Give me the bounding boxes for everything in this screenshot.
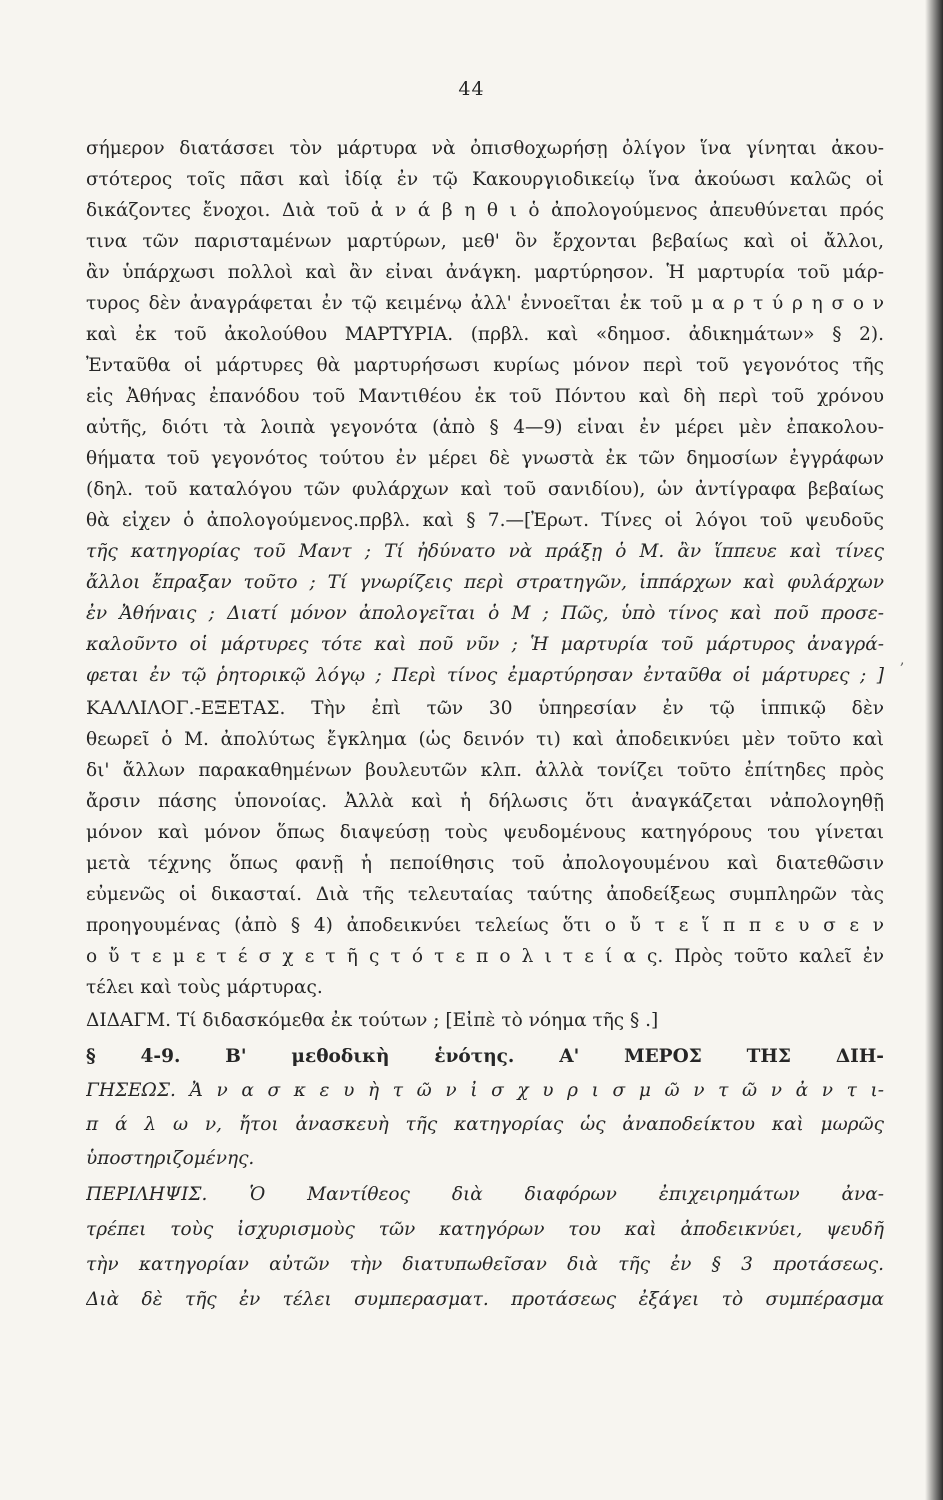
text-line: π ά λ ω ν, ἤτοι ἀνασκευὴ τῆς κατηγορίας ὡς ἀναποδείκτου καὶ μωρῶς [86, 1114, 884, 1135]
text-line: τέλει καὶ τοὺς μάρτυρας. [86, 977, 323, 998]
margin-mark: , [900, 652, 905, 668]
text-line: εἰς Ἀθήνας ἐπανόδου τοῦ Μαντιθέου ἐκ τοῦ Πόντου καὶ δὴ περὶ τοῦ χρόνου [86, 386, 884, 407]
question-line: καλοῦντο οἱ μάρτυρες τότε καὶ ποῦ νῦν ; Ἡ μαρτυρία τοῦ μάρτυρος ἀναγρά- [86, 634, 884, 655]
text-line: τυρος δὲν ἀναγράφεται ἐν τῷ κειμένῳ ἀλλ' ἐννοεῖται ἐκ τοῦ μ α ρ τ ύ ρ η σ ο ν [86, 293, 884, 314]
text-line: ἂν ὑπάρχωσι πολλοὶ καὶ ἂν εἶναι ἀνάγκη. μαρτύρησον. Ἡ μαρτυρία τοῦ μάρ- [86, 262, 884, 283]
text-line: (δηλ. τοῦ καταλόγου τῶν φυλάρχων καὶ τοῦ σανιδίου), ὧν ἀντίγραφα βεβαίως [86, 479, 884, 500]
text-line: δικάζοντες ἔνοχοι. Διὰ τοῦ ἀ ν ά β η θ ι ὁ ἀπολογούμενος ἀπευθύνεται πρός [86, 200, 884, 221]
text-line: ὑποστηριζομένης. [86, 1148, 255, 1169]
question-line: τῆς κατηγορίας τοῦ Μαντ ; Τί ἠδύνατο νὰ πράξῃ ὁ Μ. ἂν ἵππευε καὶ τίνες [86, 541, 884, 562]
text-line: Διὰ δὲ τῆς ἐν τέλει συμπερασματ. προτάσεως ἐξάγει τὸ συμπέρασμα [86, 1289, 884, 1310]
text-line: ἄρσιν πάσης ὑπονοίας. Ἀλλὰ καὶ ἡ δήλωσις ὅτι ἀναγκάζεται νἀπολογηθῇ [86, 791, 884, 812]
text-line: καὶ ἐκ τοῦ ἀκολούθου ΜΑΡΤΥΡΙΑ. (πρβλ. καὶ «δημοσ. ἀδικημάτων» § 2). [86, 324, 884, 345]
text-line: θήματα τοῦ γεγονότος τούτου ἐν μέρει δὲ γνωστὰ ἐκ τῶν δημοσίων ἐγγράφων [86, 448, 884, 469]
text-line: τρέπει τοὺς ἰσχυρισμοὺς τῶν κατηγόρων του καὶ ἀποδεικνύει, ψευδῆ [86, 1219, 884, 1240]
section-heading-didagm: ΔΙΔΑΓΜ. Τί διδασκόμεθα ἐκ τούτων ; [Εἰπὲ τὸ νόημα τῆς § .] [86, 1010, 659, 1031]
page-binding-edge [925, 0, 943, 1500]
text-line: σήμερον διατάσσει τὸν μάρτυρα νὰ ὀπισθοχωρήσῃ ὀλίγον ἵνα γίνηται ἀκου- [86, 138, 884, 159]
text-line: εὐμενῶς οἱ δικασταί. Διὰ τῆς τελευταίας ταύτης ἀποδείξεως συμπληρῶν τὰς [86, 884, 884, 905]
text-line: θεωρεῖ ὁ Μ. ἀπολύτως ἔγκλημα (ὡς δεινόν τι) καὶ ἀποδεικνύει μὲν τοῦτο καὶ [86, 729, 884, 750]
text-line: τινα τῶν παρισταμένων μαρτύρων, μεθ' ὃν ἔρχονται βεβαίως καὶ οἱ ἄλλοι, [86, 231, 884, 252]
text-line: μετὰ τέχνης ὅπως φανῇ ἡ πεποίθησις τοῦ ἀπολογουμένου καὶ διατεθῶσιν [86, 853, 884, 874]
text-line: δι' ἄλλων παρακαθημένων βουλευτῶν κλπ. ἀλλὰ τονίζει τοῦτο ἐπίτηδες πρὸς [86, 760, 884, 781]
text-line: αὐτῆς, διότι τὰ λοιπὰ γεγονότα (ἀπὸ § 4—9) εἶναι ἐν μέρει μὲν ἐπακολου- [86, 417, 884, 438]
question-line: ἄλλοι ἔπραξαν τοῦτο ; Τί γνωρίζεις περὶ στρατηγῶν, ἱππάρχων καὶ φυλάρχων [86, 572, 884, 593]
text-line: τὴν κατηγορίαν αὐτῶν τὴν διατυπωθεῖσαν διὰ τῆς ἐν § 3 προτάσεως. [86, 1254, 884, 1275]
text-line: ο ὔ τ ε μ ε τ έ σ χ ε τ ῆ ς τ ό τ ε π ο λ ι τ ε ί α ς. Πρὸς τοῦτο καλεῖ ἐν [86, 946, 884, 967]
page-number: 44 [458, 78, 485, 100]
text-line: μόνον καὶ μόνον ὅπως διαψεύσῃ τοὺς ψευδομένους κατηγόρους του γίνεται [86, 822, 884, 843]
text-line: προηγουμένας (ἀπὸ § 4) ἀποδεικνύει τελείως ὅτι ο ὔ τ ε ἵ π π ε υ σ ε ν [86, 915, 884, 936]
question-line: φεται ἐν τῷ ῥητορικῷ λόγῳ ; Περὶ τίνος ἐμαρτύρησαν ἐνταῦθα οἱ μάρτυρες ; ] [86, 665, 884, 686]
section-heading-paragraph: § 4-9. Β' μεθοδικὴ ἑνότης. Α' ΜΕΡΟΣ ΤΗΣ ΔΙΗ- [86, 1046, 884, 1067]
question-line: ἐν Ἀθήναις ; Διατί μόνον ἀπολογεῖται ὁ Μ ; Πῶς, ὑπὸ τίνος καὶ ποῦ προσε- [86, 603, 884, 624]
text-line: Ἐνταῦθα οἱ μάρτυρες θὰ μαρτυρήσωσι κυρίως μόνον περὶ τοῦ γεγονότος τῆς [86, 355, 884, 376]
text-line: θὰ εἶχεν ὁ ἀπολογούμενος.πρβλ. καὶ § 7.—[Ἐρωτ. Τίνες οἱ λόγοι τοῦ ψευδοῦς [86, 510, 884, 531]
section-heading-kalliлог: ΚΑΛΛΙΛΟΓ.-ΕΞΕΤΑΣ. Τὴν ἐπὶ τῶν 30 ὑπηρεσίαν ἐν τῷ ἱππικῷ δὲν [86, 698, 884, 719]
text-line: ΓΗΣΕΩΣ. Ἀ ν α σ κ ε υ ὴ τ ῶ ν ἰ σ χ υ ρ ι σ μ ῶ ν τ ῶ ν ἀ ν τ ι- [86, 1080, 884, 1101]
section-heading-perilipsis: ΠΕΡΙΛΗΨΙΣ. Ὁ Μαντίθεος διὰ διαφόρων ἐπιχειρημάτων ἀνα- [86, 1184, 884, 1205]
text-line: στότερος τοῖς πᾶσι καὶ ἰδίᾳ ἐν τῷ Κακουργιοδικείῳ ἵνα ἀκούωσι καλῶς οἱ [86, 169, 884, 190]
